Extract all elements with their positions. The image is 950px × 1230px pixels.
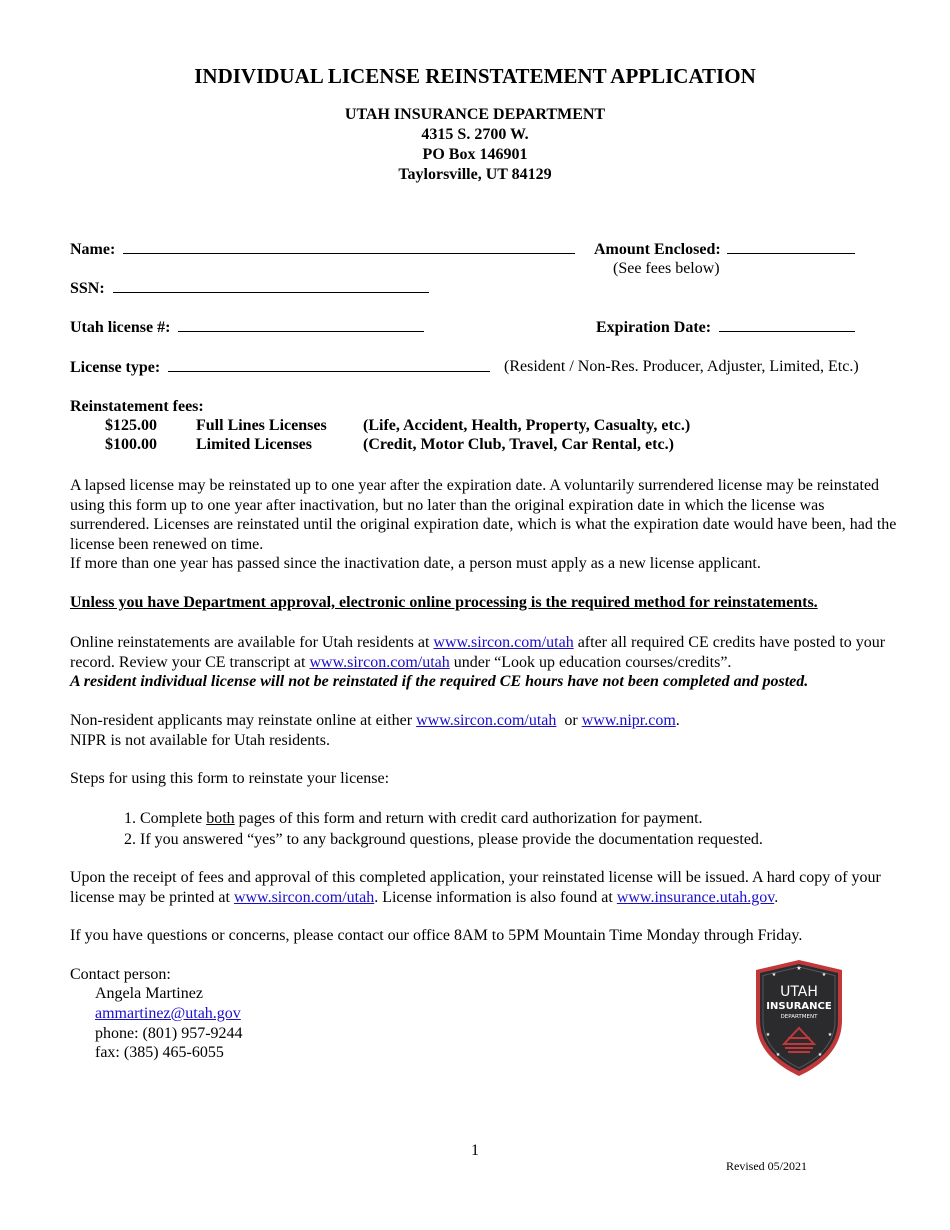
contact-email-link[interactable]: ammartinez@utah.gov <box>95 1005 241 1022</box>
amount-note: (See fees below) <box>613 260 720 277</box>
fee-type: Limited Licenses <box>196 436 312 453</box>
fee-description: (Credit, Motor Club, Travel, Car Rental, etc.) <box>363 436 674 453</box>
license-type-field <box>70 358 490 378</box>
name-field <box>70 240 575 260</box>
utah-insurance-department-logo <box>752 958 846 1078</box>
expiration-label: Expiration Date: <box>596 319 712 336</box>
license-type-note: (Resident / Non-Res. Producer, Adjuster, Limited, Etc.) <box>504 358 859 375</box>
list-item: 1. Complete both pages of this form and return with credit card authorization for payment. <box>140 809 763 830</box>
fee-type: Full Lines Licenses <box>196 417 327 434</box>
address-street: 4315 S. 2700 W. <box>421 126 529 143</box>
contact-name: Angela Martinez <box>95 985 203 1002</box>
svg-text:★: ★ <box>827 1032 833 1038</box>
reinstatement-policy-paragraph: A lapsed license may be reinstated up to one year after the expiration date. A voluntarily surrendered license may be reinstated using this form up to one year after inactivation, but no later than the original expiration date in which the license was surrendered. Licenses are reinstated until the original expiration date, which is what the expiration date would have been, had the license been renewed on time. If more than one year has passed since the inactivation date, a person must apply as a new license applicant. <box>70 477 897 573</box>
department-name: UTAH INSURANCE DEPARTMENT <box>344 106 606 123</box>
license-number-field <box>70 318 424 338</box>
expiration-input-line[interactable] <box>719 330 855 332</box>
name-label: Name: <box>70 241 116 258</box>
fee-amount: $100.00 <box>105 436 157 453</box>
online-reinstatement-paragraph: Online reinstatements are available for Utah residents at www.sircon.com/utah after all required CE credits have posted to your record. Review your CE transcript at www.sircon.com/utah under “Look up education courses/credits”. A resident individual license will not be reinstated if the required CE hours have not been completed and posted. <box>70 634 886 691</box>
fee-description: (Life, Accident, Health, Property, Casualty, etc.) <box>363 417 691 434</box>
svg-text:INSURANCE: INSURANCE <box>766 1001 832 1012</box>
contact-fax: fax: (385) 465-6055 <box>95 1044 224 1061</box>
page-number: 1 <box>471 1142 479 1159</box>
svg-text:★: ★ <box>775 1052 781 1058</box>
license-number-input-line[interactable] <box>178 330 424 332</box>
sircon-link[interactable]: www.sircon.com/utah <box>416 712 557 729</box>
steps-list <box>70 809 763 850</box>
sircon-link[interactable]: www.sircon.com/utah <box>233 888 375 906</box>
address-pobox: PO Box 146901 <box>422 146 528 163</box>
page-title: INDIVIDUAL LICENSE REINSTATEMENT APPLICATION <box>194 64 756 88</box>
ssn-input-line[interactable] <box>113 291 429 293</box>
svg-text:DEPARTMENT: DEPARTMENT <box>780 1014 818 1020</box>
svg-text:★: ★ <box>765 1032 771 1038</box>
contact-phone: phone: (801) 957-9244 <box>95 1025 243 1042</box>
svg-text:★: ★ <box>796 965 802 972</box>
address-city: Taylorsville, UT 84129 <box>398 166 552 183</box>
revision-date: Revised 05/2021 <box>726 1159 807 1173</box>
insurance-utah-link[interactable]: www.insurance.utah.gov <box>616 888 775 906</box>
license-type-label: License type: <box>70 359 161 376</box>
ssn-label: SSN: <box>70 280 105 297</box>
office-hours-text: If you have questions or concerns, please contact our office 8AM to 5PM Mountain Time Monday through Friday. <box>70 927 803 944</box>
amount-field <box>594 240 855 260</box>
svg-text:★: ★ <box>771 972 777 978</box>
list-item: 2. If you answered “yes” to any background questions, please provide the documentation requested. <box>140 830 763 851</box>
svg-text:★: ★ <box>817 1052 823 1058</box>
license-type-input-line[interactable] <box>168 370 490 372</box>
name-input-line[interactable] <box>123 252 575 254</box>
steps-intro: Steps for using this form to reinstate your license: <box>70 770 390 787</box>
online-processing-notice: Unless you have Department approval, electronic online processing is the required method for reinstatements. <box>70 594 818 611</box>
sircon-link[interactable]: www.sircon.com/utah <box>309 653 450 671</box>
ssn-field <box>70 279 429 299</box>
sircon-link[interactable]: www.sircon.com/utah <box>433 634 574 651</box>
nipr-link[interactable]: www.nipr.com <box>581 712 676 729</box>
svg-text:UTAH: UTAH <box>780 984 818 1000</box>
issuance-paragraph: Upon the receipt of fees and approval of this completed application, your reinstated license will be issued. A hard copy of your license may be printed at www.sircon.com/utah. License information is also found at www.insurance.utah.gov. <box>70 869 881 906</box>
license-number-label: Utah license #: <box>70 319 171 336</box>
ce-warning: A resident individual license will not be reinstated if the required CE hours have not been completed and posted. <box>70 673 809 691</box>
fees-heading: Reinstatement fees: <box>70 398 204 415</box>
svg-text:★: ★ <box>821 972 827 978</box>
amount-input-line[interactable] <box>727 252 855 254</box>
amount-label: Amount Enclosed: <box>594 241 721 258</box>
nonresident-paragraph: Non-resident applicants may reinstate online at either www.sircon.com/utah or www.nipr.com. NIPR is not available for Utah residents. <box>70 712 680 749</box>
fee-amount: $125.00 <box>105 417 157 434</box>
expiration-field <box>596 318 855 338</box>
contact-heading: Contact person: <box>70 966 171 983</box>
